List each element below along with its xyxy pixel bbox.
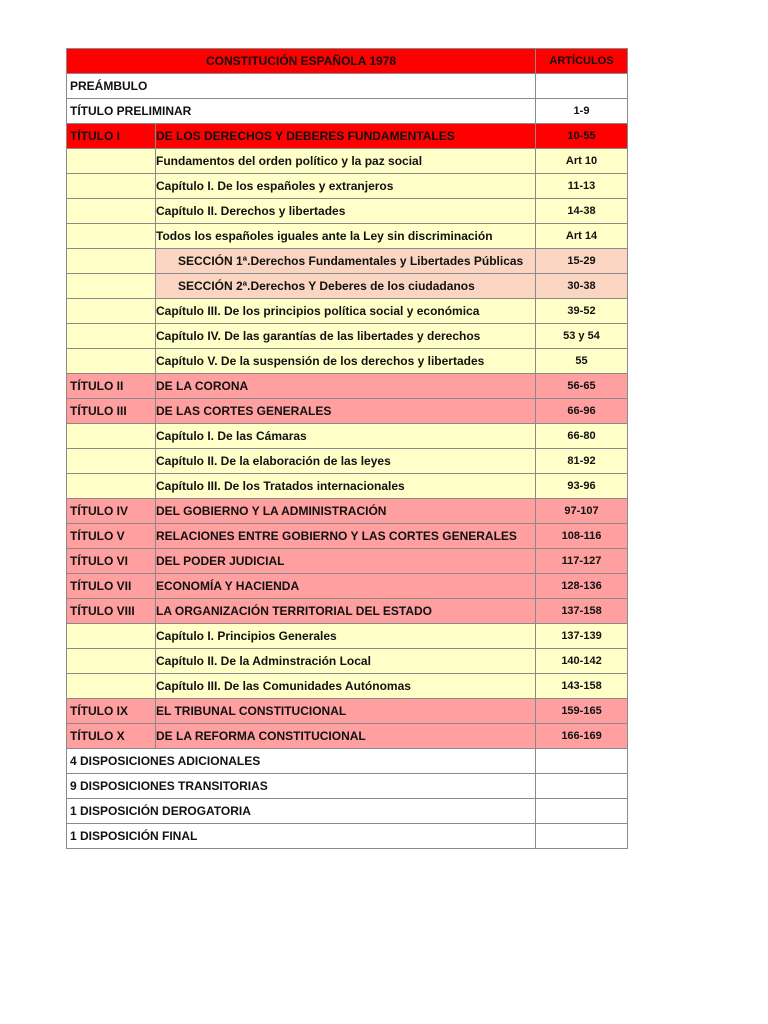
description-cell[interactable]: DE LA CORONA: [156, 374, 536, 399]
articles-cell[interactable]: 128-136: [536, 574, 628, 599]
title-number-cell[interactable]: TÍTULO V: [67, 524, 156, 549]
title-number-cell[interactable]: TÍTULO IV: [67, 499, 156, 524]
section-label-cell[interactable]: 1 DISPOSICIÓN DEROGATORIA: [67, 799, 536, 824]
articles-cell[interactable]: 137-158: [536, 599, 628, 624]
articles-cell[interactable]: 137-139: [536, 624, 628, 649]
articles-cell[interactable]: 81-92: [536, 449, 628, 474]
articles-cell[interactable]: 10-55: [536, 124, 628, 149]
description-cell[interactable]: EL TRIBUNAL CONSTITUCIONAL: [156, 699, 536, 724]
section-label-cell[interactable]: PREÁMBULO: [67, 74, 536, 99]
header-row: [67, 49, 628, 74]
table-row: [67, 474, 628, 499]
title-number-cell[interactable]: [67, 299, 156, 324]
section-label-cell[interactable]: 1 DISPOSICIÓN FINAL: [67, 824, 536, 849]
table-row: [67, 449, 628, 474]
table-row: [67, 374, 628, 399]
articles-header[interactable]: ARTÍCULOS: [536, 49, 628, 74]
title-number-cell[interactable]: TÍTULO II: [67, 374, 156, 399]
articles-cell[interactable]: 53 y 54: [536, 324, 628, 349]
table-row: [67, 649, 628, 674]
description-cell[interactable]: Capítulo II. De la Adminstración Local: [156, 649, 536, 674]
description-cell[interactable]: Capítulo V. De la suspensión de los derechos y libertades: [156, 349, 536, 374]
articles-cell[interactable]: 66-96: [536, 399, 628, 424]
title-number-cell[interactable]: TÍTULO I: [67, 124, 156, 149]
table-row: [67, 124, 628, 149]
articles-cell[interactable]: 97-107: [536, 499, 628, 524]
description-cell[interactable]: RELACIONES ENTRE GOBIERNO Y LAS CORTES GENERALES: [156, 524, 536, 549]
articles-cell[interactable]: [536, 774, 628, 799]
articles-cell[interactable]: [536, 749, 628, 774]
description-cell[interactable]: ECONOMÍA Y HACIENDA: [156, 574, 536, 599]
articles-cell[interactable]: 55: [536, 349, 628, 374]
articles-cell[interactable]: 39-52: [536, 299, 628, 324]
table-row: [67, 599, 628, 624]
articles-cell[interactable]: 117-127: [536, 549, 628, 574]
table-row: [67, 174, 628, 199]
description-cell[interactable]: Capítulo I. De las Cámaras: [156, 424, 536, 449]
articles-cell[interactable]: 30-38: [536, 274, 628, 299]
table-row: [67, 749, 628, 774]
articles-cell[interactable]: 14-38: [536, 199, 628, 224]
description-cell[interactable]: DEL PODER JUDICIAL: [156, 549, 536, 574]
table-row: [67, 799, 628, 824]
title-number-cell[interactable]: [67, 449, 156, 474]
title-number-cell[interactable]: [67, 324, 156, 349]
title-number-cell[interactable]: [67, 199, 156, 224]
title-number-cell[interactable]: TÍTULO VIII: [67, 599, 156, 624]
articles-cell[interactable]: 93-96: [536, 474, 628, 499]
title-number-cell[interactable]: [67, 649, 156, 674]
title-number-cell[interactable]: [67, 624, 156, 649]
table-row: [67, 674, 628, 699]
articles-cell[interactable]: 143-158: [536, 674, 628, 699]
title-number-cell[interactable]: TÍTULO III: [67, 399, 156, 424]
articles-cell[interactable]: Art 10: [536, 149, 628, 174]
description-cell[interactable]: Capítulo III. De los Tratados internacionales: [156, 474, 536, 499]
articles-cell[interactable]: 11-13: [536, 174, 628, 199]
articles-cell[interactable]: Art 14: [536, 224, 628, 249]
table-row: [67, 824, 628, 849]
articles-cell[interactable]: [536, 824, 628, 849]
constitution-index-table: [66, 48, 628, 849]
table-row: [67, 774, 628, 799]
articles-cell[interactable]: 159-165: [536, 699, 628, 724]
table-row: [67, 99, 628, 124]
section-label-cell[interactable]: TÍTULO PRELIMINAR: [67, 99, 536, 124]
title-number-cell[interactable]: [67, 174, 156, 199]
description-cell[interactable]: Capítulo II. De la elaboración de las leyes: [156, 449, 536, 474]
title-number-cell[interactable]: [67, 274, 156, 299]
table-row: [67, 549, 628, 574]
note-cell[interactable]: Todos los españoles iguales ante la Ley sin discriminación: [156, 224, 536, 249]
description-cell[interactable]: SECCIÓN 2ª.Derechos Y Deberes de los ciudadanos: [156, 274, 536, 299]
title-number-cell[interactable]: TÍTULO VI: [67, 549, 156, 574]
description-cell[interactable]: Capítulo III. De los principios política social y económica: [156, 299, 536, 324]
table-row: [67, 349, 628, 374]
table-row: [67, 324, 628, 349]
table-row: [67, 299, 628, 324]
note-cell[interactable]: Fundamentos del orden político y la paz social: [156, 149, 536, 174]
table-row: [67, 149, 628, 174]
title-number-cell[interactable]: TÍTULO IX: [67, 699, 156, 724]
title-number-cell[interactable]: TÍTULO VII: [67, 574, 156, 599]
title-number-cell[interactable]: [67, 674, 156, 699]
description-cell[interactable]: DE LOS DERECHOS Y DEBERES FUNDAMENTALES: [156, 124, 536, 149]
table-row: [67, 399, 628, 424]
table-row: [67, 699, 628, 724]
section-label-cell[interactable]: 4 DISPOSICIONES ADICIONALES: [67, 749, 536, 774]
description-cell[interactable]: SECCIÓN 1ª.Derechos Fundamentales y Libertades Públicas: [156, 249, 536, 274]
description-cell[interactable]: LA ORGANIZACIÓN TERRITORIAL DEL ESTADO: [156, 599, 536, 624]
document-title[interactable]: CONSTITUCIÓN ESPAÑOLA 1978: [67, 49, 536, 74]
articles-cell[interactable]: [536, 74, 628, 99]
title-number-cell[interactable]: [67, 424, 156, 449]
table-body: [67, 49, 628, 849]
table-row: [67, 499, 628, 524]
articles-cell[interactable]: 140-142: [536, 649, 628, 674]
description-cell[interactable]: Capítulo IV. De las garantías de las libertades y derechos: [156, 324, 536, 349]
table-row: [67, 574, 628, 599]
articles-cell[interactable]: 15-29: [536, 249, 628, 274]
title-number-cell[interactable]: [67, 224, 156, 249]
table-row: [67, 424, 628, 449]
table-row: [67, 199, 628, 224]
table-row: [67, 249, 628, 274]
articles-cell[interactable]: 66-80: [536, 424, 628, 449]
table-row: [67, 624, 628, 649]
table-row: [67, 274, 628, 299]
section-label-cell[interactable]: 9 DISPOSICIONES TRANSITORIAS: [67, 774, 536, 799]
title-number-cell[interactable]: [67, 349, 156, 374]
articles-cell[interactable]: 166-169: [536, 724, 628, 749]
description-cell[interactable]: Capítulo I. De los españoles y extranjeros: [156, 174, 536, 199]
description-cell[interactable]: DE LAS CORTES GENERALES: [156, 399, 536, 424]
title-number-cell[interactable]: [67, 149, 156, 174]
description-cell[interactable]: Capítulo II. Derechos y libertades: [156, 199, 536, 224]
articles-cell[interactable]: 108-116: [536, 524, 628, 549]
title-number-cell[interactable]: [67, 474, 156, 499]
table-row: [67, 224, 628, 249]
table-row: [67, 74, 628, 99]
table-row: [67, 524, 628, 549]
description-cell[interactable]: DEL GOBIERNO Y LA ADMINISTRACIÓN: [156, 499, 536, 524]
articles-cell[interactable]: 56-65: [536, 374, 628, 399]
articles-cell[interactable]: [536, 799, 628, 824]
articles-cell[interactable]: 1-9: [536, 99, 628, 124]
title-number-cell[interactable]: [67, 249, 156, 274]
description-cell[interactable]: DE LA REFORMA CONSTITUCIONAL: [156, 724, 536, 749]
table-row: [67, 724, 628, 749]
description-cell[interactable]: Capítulo I. Principios Generales: [156, 624, 536, 649]
title-number-cell[interactable]: TÍTULO X: [67, 724, 156, 749]
description-cell[interactable]: Capítulo III. De las Comunidades Autónomas: [156, 674, 536, 699]
